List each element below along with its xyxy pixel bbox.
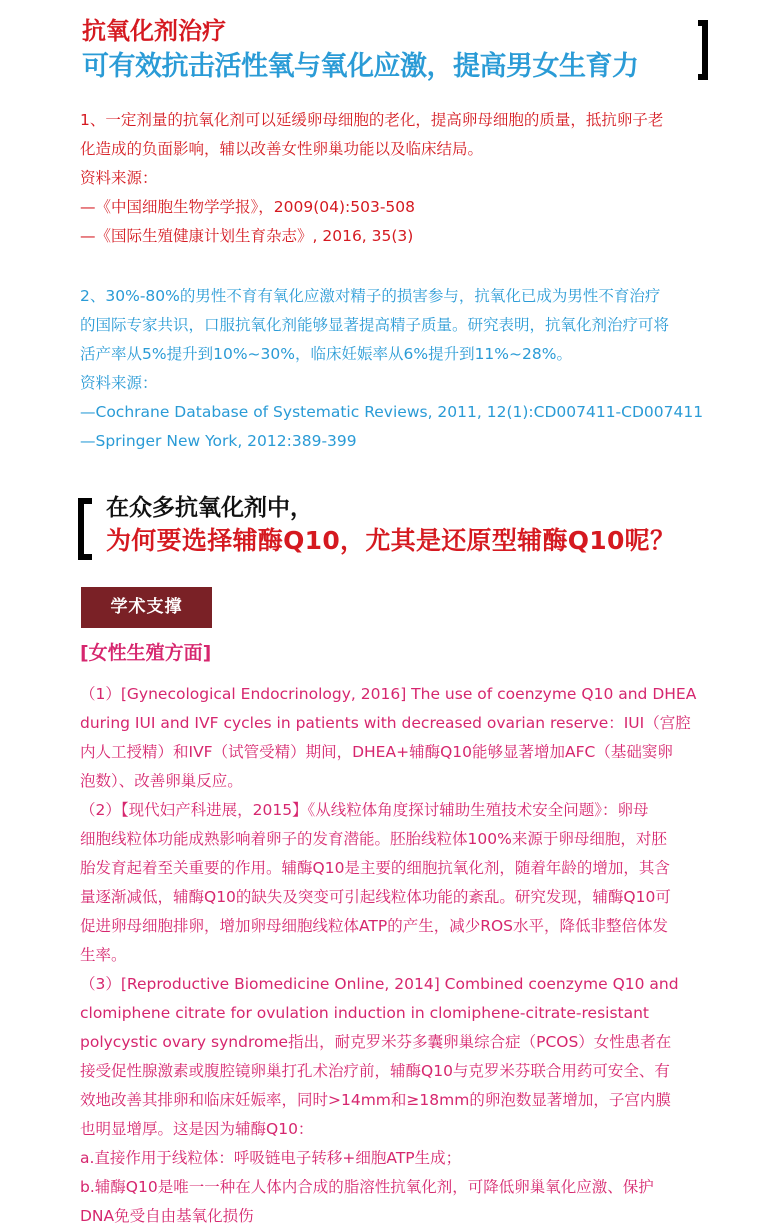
source-ref: —Cochrane Database of Systematic Reviews, 2011, 12(1):CD007411-CD007411 <box>80 403 704 421</box>
source-label: 资料来源： <box>80 169 158 187</box>
text-line: a.直接作用于线粒体：呼吸链电子转移+细胞ATP生成； <box>80 1149 462 1167</box>
text-line: 胎发育起着至关重要的作用。辅酶Q10是主要的细胞抗氧化剂，随着年龄的增加，其含 <box>80 859 670 877</box>
text-line: （3）[Reproductive Biomedicine Online, 2014] Combined coenzyme Q10 and <box>80 975 679 993</box>
text-line: 效地改善其排卵和临床妊娠率，同时>14mm和≥18mm的卵泡数显著增加，子宫内膜 <box>80 1091 671 1109</box>
left-bracket-decoration <box>78 498 92 560</box>
source-ref: —《中国细胞生物学学报》，2009(04):503-508 <box>80 198 415 216</box>
female-reproduction-subheading: [女性生殖方面] <box>80 642 212 664</box>
text-line: 细胞线粒体功能成熟影响着卵子的发育潜能。胚胎线粒体100%来源于卵母细胞，对胚 <box>80 830 667 848</box>
source-ref: —《国际生殖健康计划生育杂志》, 2016, 35(3) <box>80 227 414 245</box>
header-title: 抗氧化剂治疗 <box>82 17 226 45</box>
text-line: 活产率从5%提升到10%~30%，临床妊娠率从6%提升到11%~28%。 <box>80 345 572 363</box>
source-ref: —Springer New York, 2012:389-399 <box>80 432 357 450</box>
question-line-2: 为何要选择辅酶Q10，尤其是还原型辅酶Q10呢？ <box>106 526 676 555</box>
text-line: polycystic ovary syndrome指出，耐克罗米芬多囊卵巢综合症（PCOS）女性患者在 <box>80 1033 672 1051</box>
text-line: 化造成的负面影响，辅以改善女性卵巢功能以及临床结局。 <box>80 140 484 158</box>
text-line: 1、一定剂量的抗氧化剂可以延缓卵母细胞的老化，提高卵母细胞的质量，抵抗卵子老 <box>80 111 664 129</box>
text-line: b.辅酶Q10是唯一一种在人体内合成的脂溶性抗氧化剂，可降低卵巢氧化应激、保护 <box>80 1178 654 1196</box>
question-line-1: 在众多抗氧化剂中， <box>106 495 313 521</box>
text-line: （2）【现代妇产科进展，2015】《从线粒体角度探讨辅助生殖技术安全问题》：卵母 <box>80 801 649 819</box>
text-line: 泡数）、改善卵巢反应。 <box>80 772 243 790</box>
academic-references <box>80 680 720 1231</box>
antioxidant-header <box>80 14 720 88</box>
text-line: 内人工授精）和IVF（试管受精）期间，DHEA+辅酶Q10能够显著增加AFC（基础窦卵 <box>80 743 673 761</box>
text-line: 也明显增厚。这是因为辅酶Q10： <box>80 1120 314 1138</box>
text-line: DNA免受自由基氧化损伤 <box>80 1207 254 1225</box>
text-line: during IUI and IVF cycles in patients with decreased ovarian reserve：IUI（宫腔 <box>80 714 691 732</box>
academic-support-badge: 学术支撑 <box>81 587 212 628</box>
section-female-antioxidant <box>80 106 720 251</box>
text-line: 的国际专家共识，口服抗氧化剂能够显著提高精子质量。研究表明，抗氧化剂治疗可将 <box>80 316 670 334</box>
source-label: 资料来源： <box>80 374 158 392</box>
coq10-question-header <box>78 492 768 562</box>
section-male-antioxidant <box>80 282 720 456</box>
right-bracket-decoration <box>698 20 708 80</box>
text-line: 2、30%-80%的男性不育有氧化应激对精子的损害参与，抗氧化已成为男性不育治疗 <box>80 287 661 305</box>
text-line: 接受促性腺激素或腹腔镜卵巢打孔术治疗前，辅酶Q10与克罗米芬联合用药可安全、有 <box>80 1062 670 1080</box>
text-line: 生率。 <box>80 946 127 964</box>
header-subtitle: 可有效抗击活性氧与氧化应激，提高男女生育力 <box>82 51 639 82</box>
text-line: clomiphene citrate for ovulation induction in clomiphene-citrate-resistant <box>80 1004 650 1022</box>
text-line: （1）[Gynecological Endocrinology, 2016] The use of coenzyme Q10 and DHEA <box>80 685 697 703</box>
text-line: 促进卵母细胞排卵，增加卵母细胞线粒体ATP的产生，减少ROS水平，降低非整倍体发 <box>80 917 669 935</box>
text-line: 量逐渐减低，辅酶Q10的缺失及突变可引起线粒体功能的紊乱。研究发现，辅酶Q10可 <box>80 888 671 906</box>
